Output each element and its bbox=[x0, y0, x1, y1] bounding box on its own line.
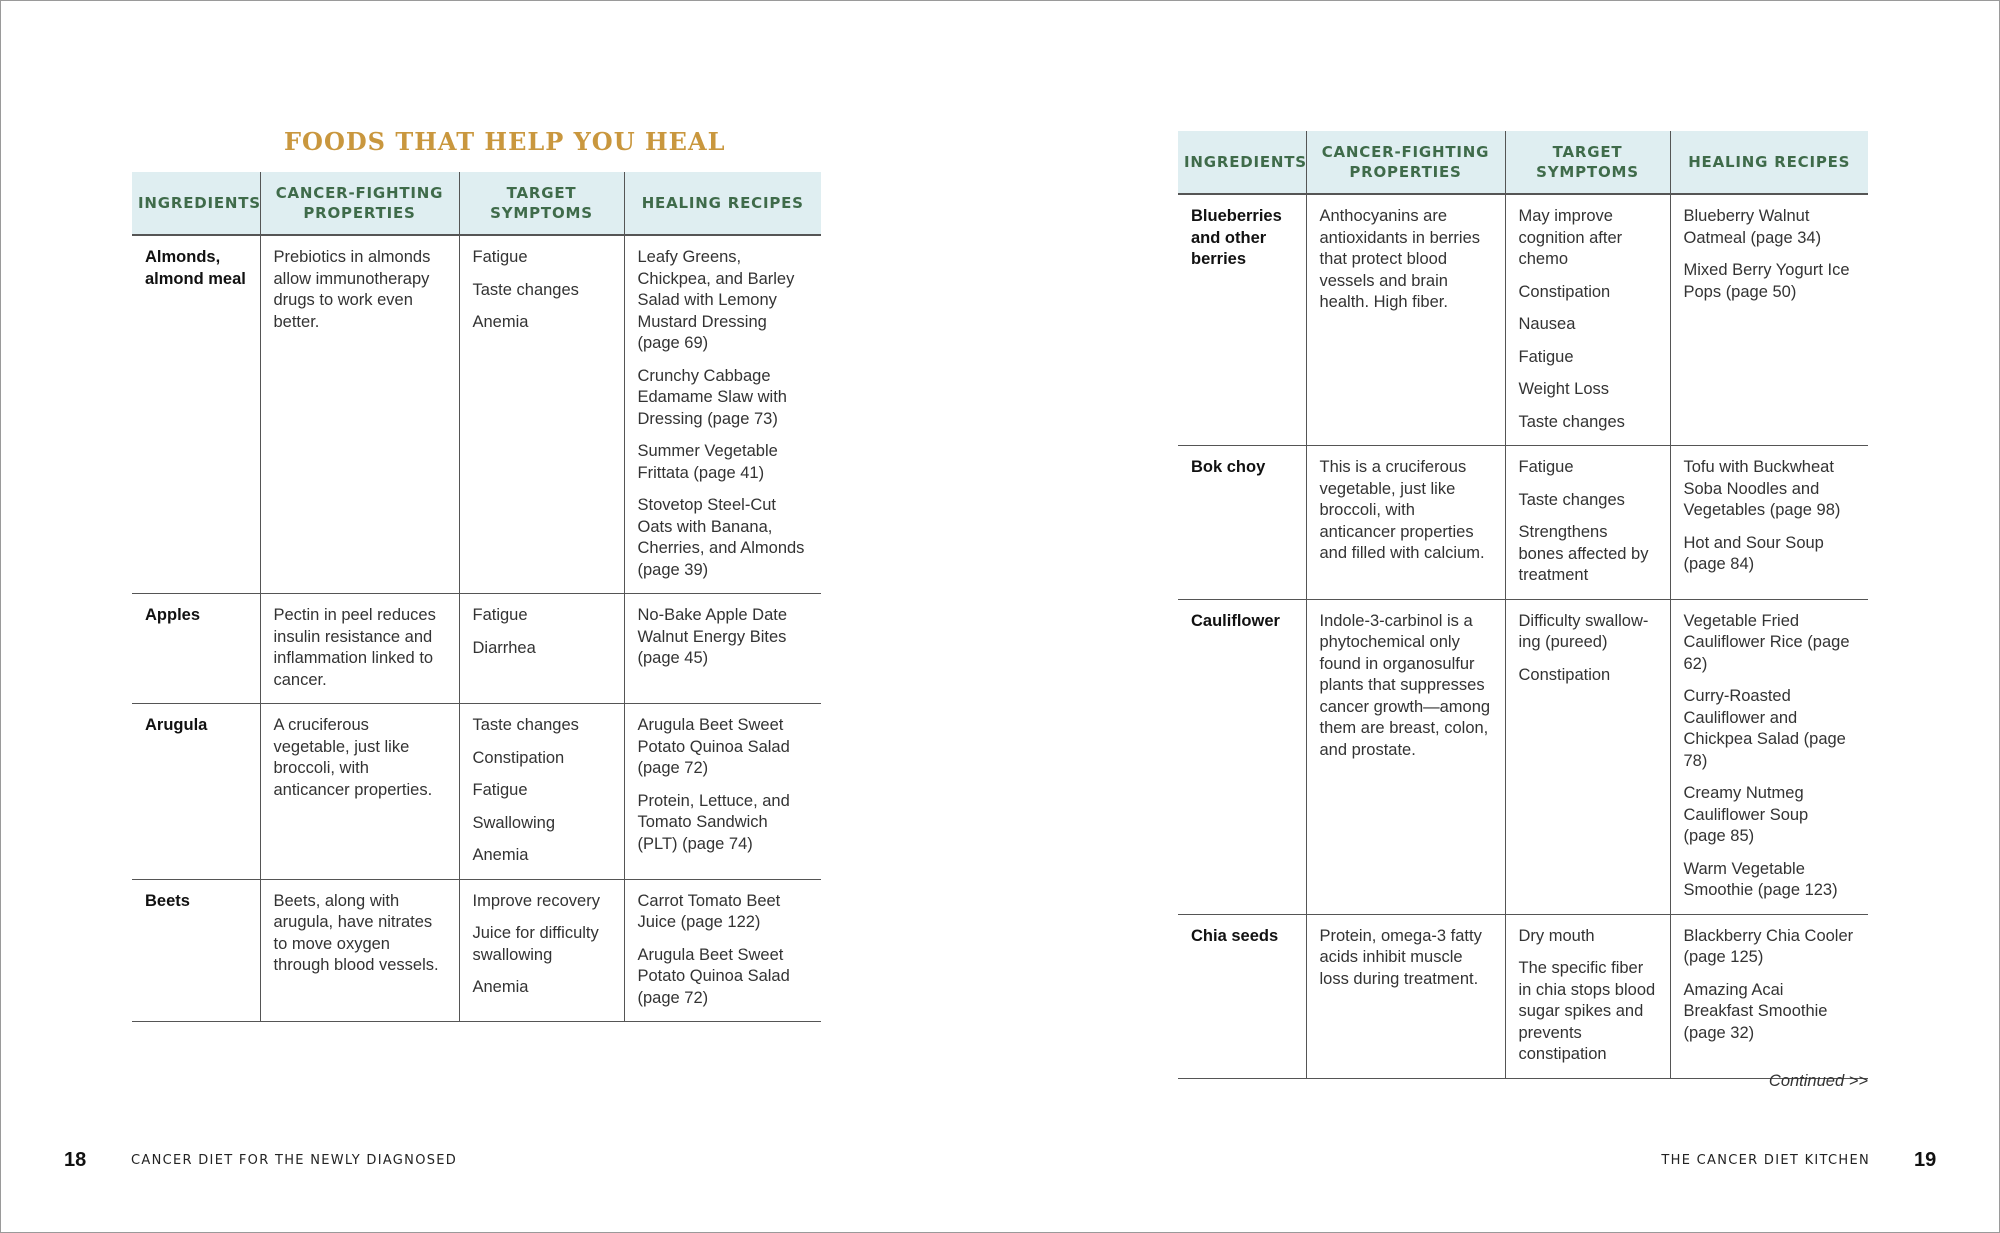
symptom-item: Taste changes bbox=[1518, 412, 1625, 431]
properties-cell: Protein, omega-3 fatty acids inhibit muscle loss during treatment. bbox=[1306, 914, 1505, 1078]
foods-table-right bbox=[1178, 131, 1868, 1079]
header-ingredients: INGREDIENTS bbox=[1178, 131, 1306, 194]
recipe-item: No-Bake Apple Date Walnut Energy Bites (page 45) bbox=[637, 606, 788, 667]
symptoms-cell bbox=[1505, 599, 1670, 914]
ingredient-cell: Cauliflower bbox=[1178, 599, 1306, 914]
recipe-item: Blackberry Chia Cooler (page 125) bbox=[1683, 926, 1854, 966]
running-head-right: THE CANCER DIET KITCHEN bbox=[1661, 1153, 1870, 1168]
properties-cell: Prebiotics in almonds allow immunotherapy drugs to work even better. bbox=[260, 235, 459, 594]
recipes-cell bbox=[624, 704, 821, 880]
ingredient-cell: Apples bbox=[132, 594, 260, 704]
page-title: FOODS THAT HELP YOU HEAL bbox=[284, 127, 726, 156]
ingredient-cell: Blueberries and other berries bbox=[1178, 194, 1306, 446]
table-row bbox=[132, 704, 821, 880]
recipe-item: Stovetop Steel-Cut Oats with Banana, Cherries, and Almonds (page 39) bbox=[637, 496, 805, 579]
symptom-item: Strengthens bones affected by treatment bbox=[1518, 523, 1649, 584]
symptom-item: Anemia bbox=[472, 846, 529, 864]
recipe-item: Protein, Lettuce, and Tomato Sandwich (PLT) (page 74) bbox=[637, 791, 790, 853]
ingredient-cell: Beets bbox=[132, 879, 260, 1022]
recipes-cell bbox=[1670, 914, 1868, 1078]
recipes-cell bbox=[624, 879, 821, 1022]
ingredient-cell: Bok choy bbox=[1178, 446, 1306, 600]
recipe-item: Vegetable Fried Cauliflower Rice (page 62) bbox=[1683, 611, 1850, 673]
table-row bbox=[1178, 446, 1868, 600]
symptom-item: Taste changes bbox=[1518, 490, 1625, 509]
recipe-item: Leafy Greens, Chickpea, and Barley Salad with Lemony Mustard Dressing (page 69) bbox=[637, 248, 795, 352]
recipes-cell bbox=[624, 594, 821, 704]
table-row bbox=[132, 235, 821, 594]
ingredient-cell: Arugula bbox=[132, 704, 260, 880]
continued-note: Continued >> bbox=[1768, 1072, 1868, 1090]
header-properties: CANCER-FIGHTING PROPERTIES bbox=[260, 172, 459, 235]
header-recipes: HEALING RECIPES bbox=[1670, 131, 1868, 194]
recipe-item: Curry-Roasted Cauliflower and Chickpea Salad (page 78) bbox=[1683, 687, 1846, 770]
recipe-item: Amazing Acai Breakfast Smoothie (page 32) bbox=[1683, 980, 1828, 1042]
recipes-cell bbox=[1670, 194, 1868, 446]
recipe-item: Hot and Sour Soup (page 84) bbox=[1683, 533, 1824, 573]
header-properties: CANCER-FIGHTING PROPERTIES bbox=[1306, 131, 1505, 194]
symptom-item: Dry mouth bbox=[1518, 926, 1595, 945]
symptom-item: Diarrhea bbox=[472, 638, 536, 657]
properties-cell: A cruciferous vegetable, just like broccoli, with anticancer properties. bbox=[260, 704, 459, 880]
recipe-item: Tofu with Buckwheat Soba Noodles and Vegetables (page 98) bbox=[1683, 458, 1841, 519]
recipe-item: Carrot Tomato Beet Juice (page 122) bbox=[637, 891, 781, 931]
symptom-item: Juice for difficulty swallowing bbox=[472, 924, 599, 964]
symptoms-cell bbox=[459, 704, 624, 880]
symptom-item: Taste changes bbox=[472, 280, 579, 299]
ingredient-cell: Almonds, almond meal bbox=[132, 235, 260, 594]
symptom-item: Difficulty swallow-ing (pureed) bbox=[1518, 611, 1649, 651]
symptom-item: Constipation bbox=[1518, 665, 1611, 684]
properties-cell: Beets, along with arugula, have nitrates to move oxygen through blood vessels. bbox=[260, 879, 459, 1022]
symptom-item: Fatigue bbox=[472, 606, 528, 624]
table-row bbox=[132, 879, 821, 1022]
symptoms-cell bbox=[1505, 446, 1670, 600]
header-symptoms: TARGET SYMPTOMS bbox=[1505, 131, 1670, 194]
symptom-item: The specific fiber in chia stops blood sugar spikes and prevents constipation bbox=[1518, 959, 1656, 1063]
recipes-cell bbox=[1670, 446, 1868, 600]
symptom-item: Constipation bbox=[1518, 282, 1611, 301]
recipe-item: Warm Vegetable Smoothie (page 123) bbox=[1683, 859, 1838, 899]
symptoms-cell bbox=[459, 594, 624, 704]
symptom-item: Improve recovery bbox=[472, 891, 600, 910]
table-row bbox=[1178, 599, 1868, 914]
symptom-item: Fatigue bbox=[1518, 458, 1574, 476]
symptom-item: Constipation bbox=[472, 748, 565, 767]
symptom-item: May improve cognition after chemo bbox=[1518, 207, 1623, 268]
page-number-left: 18 bbox=[64, 1149, 87, 1171]
recipes-cell bbox=[624, 235, 821, 594]
symptom-item: Nausea bbox=[1518, 315, 1576, 333]
ingredient-cell: Chia seeds bbox=[1178, 914, 1306, 1078]
header-ingredients: INGREDIENTS bbox=[132, 172, 260, 235]
header-recipes: HEALING RECIPES bbox=[624, 172, 821, 235]
properties-cell: Indole-3-carbinol is a phytochemical only found in organosulfur plants that suppresses cancer growth—among them are breast, colon, and prostate. bbox=[1306, 599, 1505, 914]
running-head-left: CANCER DIET FOR THE NEWLY DIAGNOSED bbox=[131, 1153, 458, 1168]
table-row bbox=[1178, 194, 1868, 446]
properties-cell: This is a cruciferous vegetable, just like broccoli, with anticancer properties and filled with calcium. bbox=[1306, 446, 1505, 600]
page-number-right: 19 bbox=[1914, 1149, 1937, 1171]
properties-cell: Anthocyanins are antioxidants in berries that protect blood vessels and brain health. High fiber. bbox=[1306, 194, 1505, 446]
table-row bbox=[132, 594, 821, 704]
recipe-item: Crunchy Cabbage Edamame Slaw with Dressing (page 73) bbox=[637, 366, 787, 428]
recipes-cell bbox=[1670, 599, 1868, 914]
symptom-item: Fatigue bbox=[472, 248, 528, 266]
recipe-item: Creamy Nutmeg Cauliflower Soup (page 85) bbox=[1683, 784, 1809, 845]
header-row bbox=[132, 172, 821, 235]
symptom-item: Anemia bbox=[472, 978, 529, 996]
recipe-item: Summer Vegetable Frittata (page 41) bbox=[637, 442, 778, 482]
symptoms-cell bbox=[459, 879, 624, 1022]
table-row bbox=[1178, 914, 1868, 1078]
symptom-item: Anemia bbox=[472, 313, 529, 331]
properties-cell: Pectin in peel reduces insulin resistance and inflammation linked to cancer. bbox=[260, 594, 459, 704]
recipe-item: Mixed Berry Yogurt Ice Pops (page 50) bbox=[1683, 261, 1850, 301]
symptoms-cell bbox=[1505, 914, 1670, 1078]
recipe-item: Blueberry Walnut Oatmeal (page 34) bbox=[1683, 207, 1822, 247]
symptom-item: Taste changes bbox=[472, 716, 579, 734]
symptom-item: Swallowing bbox=[472, 813, 556, 832]
symptoms-cell bbox=[1505, 194, 1670, 446]
symptom-item: Weight Loss bbox=[1518, 380, 1609, 398]
symptom-item: Fatigue bbox=[1518, 347, 1574, 366]
recipe-item: Arugula Beet Sweet Potato Quinoa Salad (page 72) bbox=[637, 945, 790, 1007]
header-row bbox=[1178, 131, 1868, 194]
recipe-item: Arugula Beet Sweet Potato Quinoa Salad (page 72) bbox=[637, 716, 790, 777]
header-symptoms: TARGET SYMPTOMS bbox=[459, 172, 624, 235]
symptom-item: Fatigue bbox=[472, 781, 528, 799]
symptoms-cell bbox=[459, 235, 624, 594]
foods-table-left bbox=[132, 172, 821, 1022]
